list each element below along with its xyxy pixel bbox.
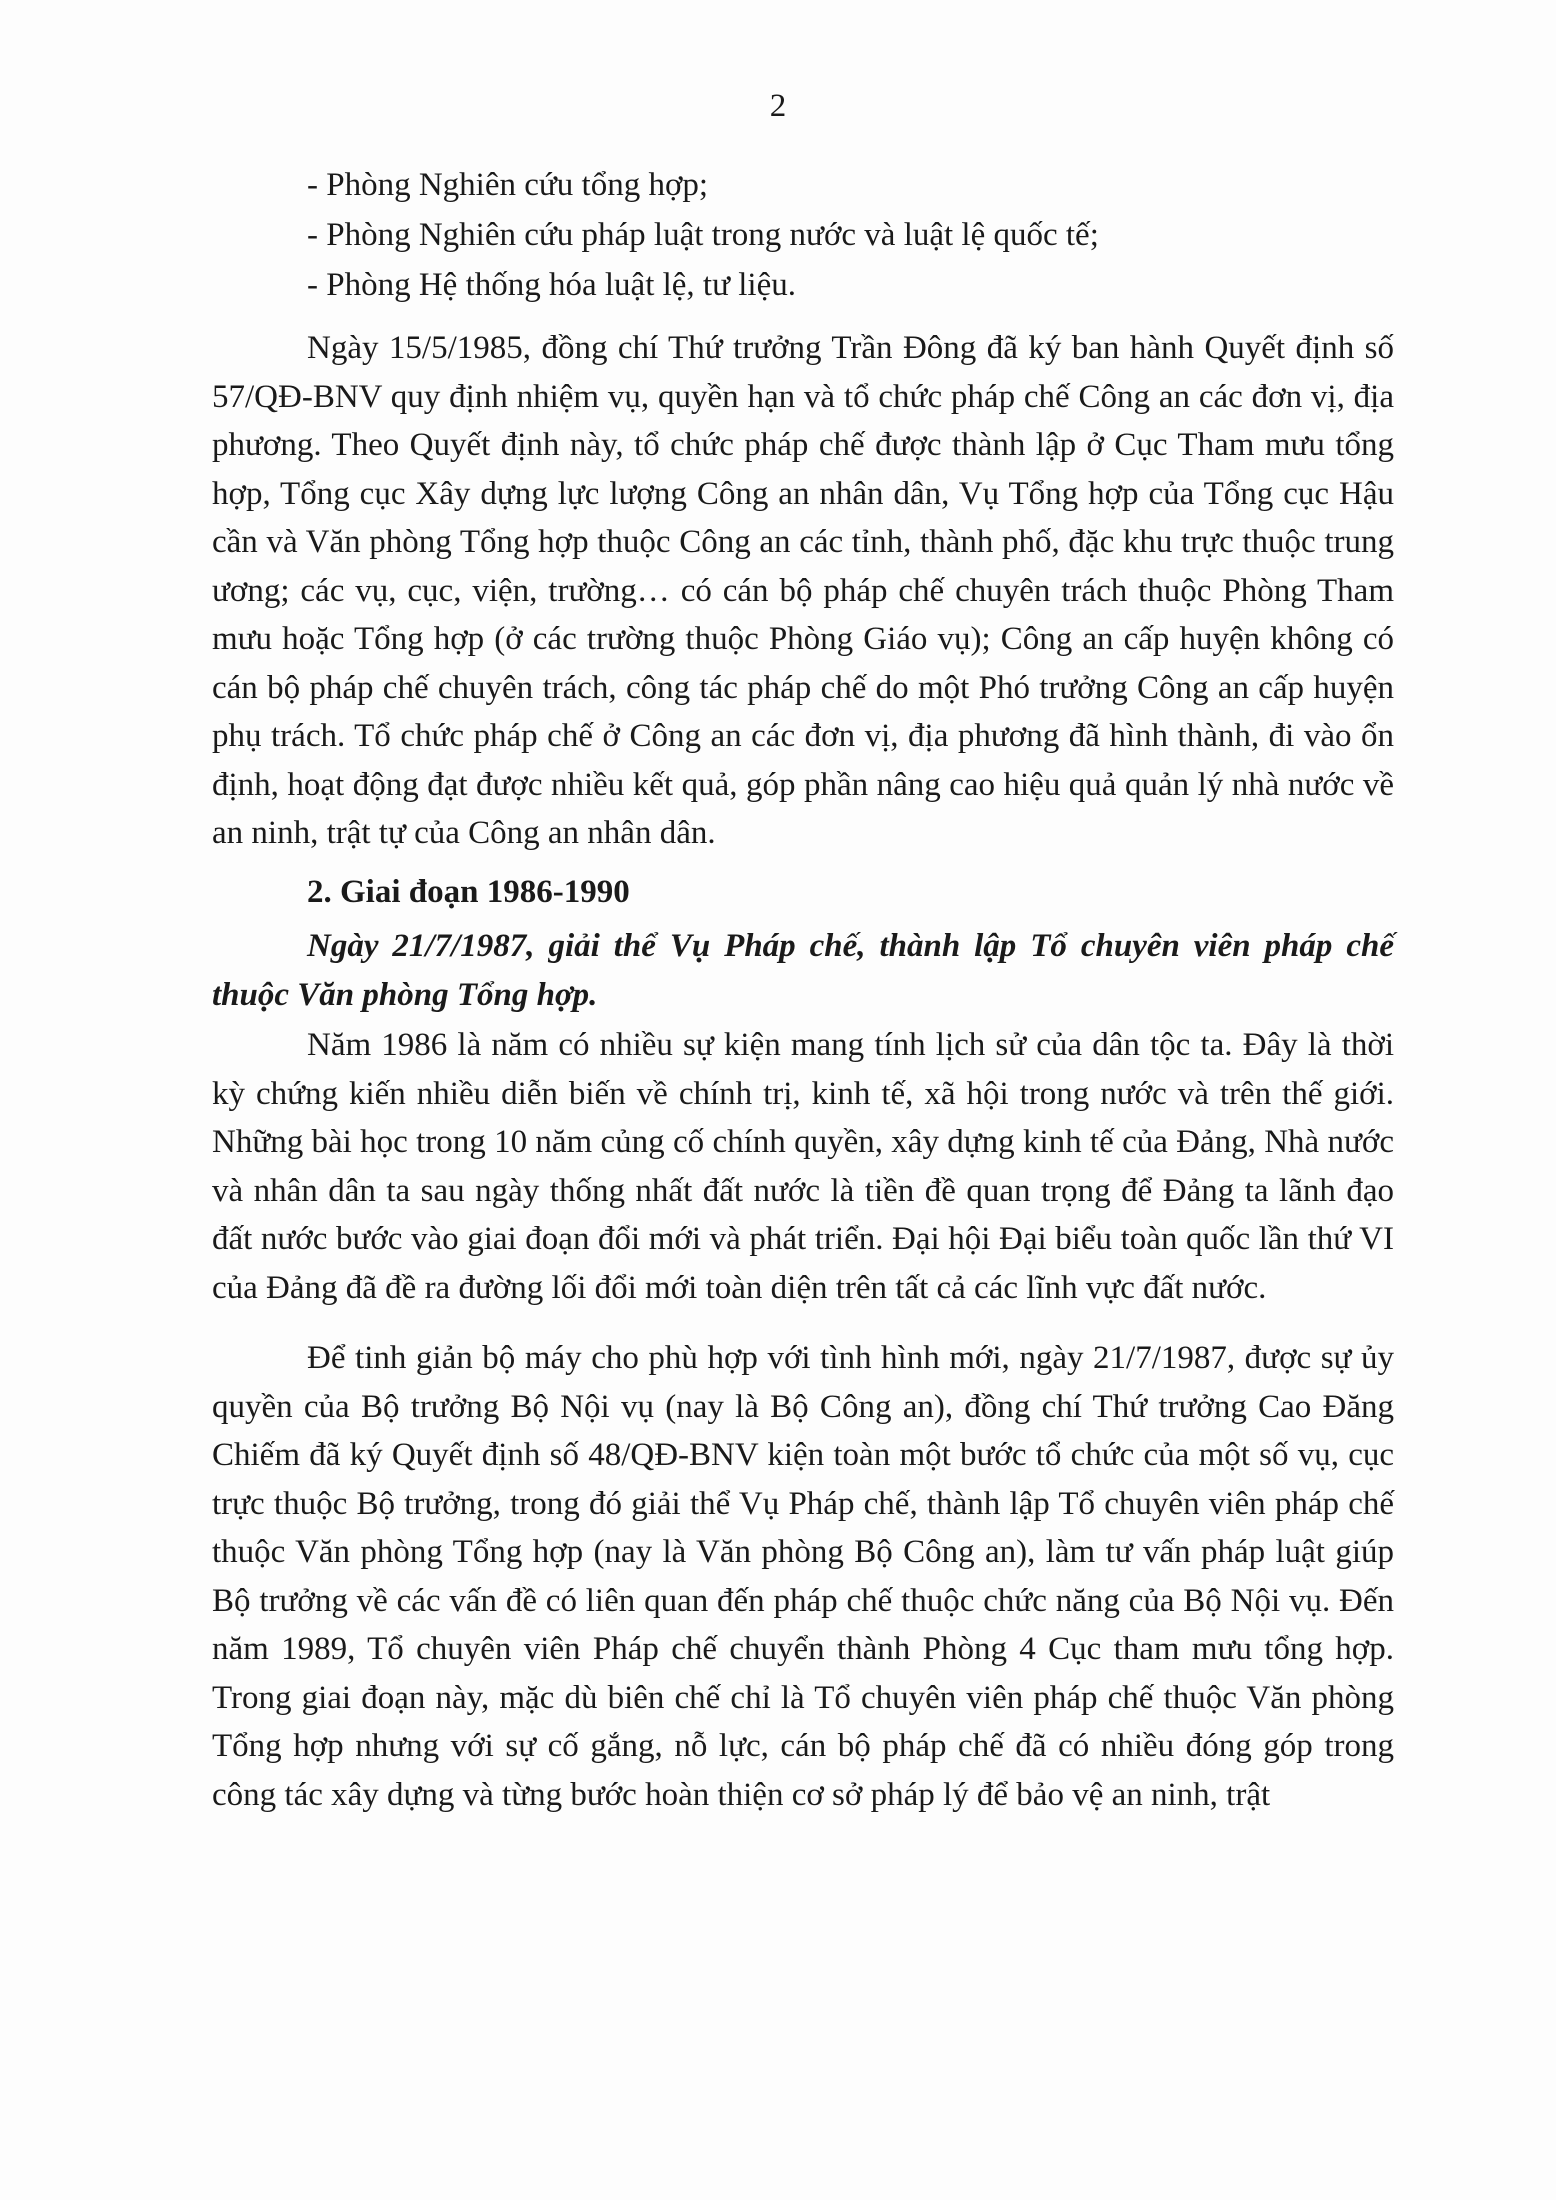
paragraph-decision-57: Ngày 15/5/1985, đồng chí Thứ trưởng Trần Đông đã ký ban hành Quyết định số 57/QĐ-BNV quy định nhiệm vụ, quyền hạn và tổ chức pháp chế Công an các đơn vị, địa phương. Theo Quyết định này, tổ chức pháp chế được thành lập ở Cục Tham mưu tổng hợp, Tổng cục Xây dựng lực lượng Công an nhân dân, Vụ Tổng hợp của Tổng cục Hậu cần và Văn phòng Tổng hợp thuộc Công an các tỉnh, thành phố, đặc khu trực thuộc trung ương; các vụ, cục, viện, trường… có cán bộ pháp chế chuyên trách thuộc Phòng Tham mưu hoặc Tổng hợp (ở các trường thuộc Phòng Giáo vụ); Công an cấp huyện không có cán bộ pháp chế chuyên trách, công tác pháp chế do một Phó trưởng Công an cấp huyện phụ trách. Tổ chức pháp chế ở Công an các đơn vị, địa phương đã hình thành, đi vào ổn định, hoạt động đạt được nhiều kết quả, góp phần nâng cao hiệu quả quản lý nhà nước về an ninh, trật tự của Công an nhân dân. [212,330,1394,851]
bullet-item: - Phòng Nghiên cứu pháp luật trong nước và luật lệ quốc tế; [307,217,1099,253]
section-heading: 2. Giai đoạn 1986-1990 [307,873,630,910]
document-body [212,160,1394,1819]
paragraph-1986-context: Năm 1986 là năm có nhiều sự kiện mang tính lịch sử của dân tộc ta. Đây là thời kỳ chứng kiến nhiều diễn biến về chính trị, kinh tế, xã hội trong nước và trên thế giới. Những bài học trong 10 năm củng cố chính quyền, xây dựng kinh tế của Đảng, Nhà nước và nhân dân ta sau ngày thống nhất đất nước là tiền đề quan trọng để Đảng ta lãnh đạo đất nước bước vào giai đoạn đổi mới và phát triển. Đại hội Đại biểu toàn quốc lần thứ VI của Đảng đã đề ra đường lối đổi mới toàn diện trên tất cả các lĩnh vực đất nước. [212,1027,1394,1306]
bullet-item: - Phòng Hệ thống hóa luật lệ, tư liệu. [307,267,796,303]
section-subheading: Ngày 21/7/1987, giải thể Vụ Pháp chế, thành lập Tổ chuyên viên pháp chế thuộc Văn phòng Tổng hợp. [212,928,1394,1013]
page-number: 2 [769,88,787,124]
paragraph-decision-48: Để tinh giản bộ máy cho phù hợp với tình hình mới, ngày 21/7/1987, được sự ủy quyền của Bộ trưởng Bộ Nội vụ (nay là Bộ Công an), đồng chí Thứ trưởng Cao Đăng Chiếm đã ký Quyết định số 48/QĐ-BNV kiện toàn một bước tổ chức của một số vụ, cục trực thuộc Bộ trưởng, trong đó giải thể Vụ Pháp chế, thành lập Tổ chuyên viên pháp chế thuộc Văn phòng Tổng hợp (nay là Văn phòng Bộ Công an), làm tư vấn pháp luật giúp Bộ trưởng về các vấn đề có liên quan đến pháp chế thuộc chức năng của Bộ Nội vụ. Đến năm 1989, Tổ chuyên viên Pháp chế chuyển thành Phòng 4 Cục tham mưu tổng hợp. Trong giai đoạn này, mặc dù biên chế chỉ là Tổ chuyên viên pháp chế thuộc Văn phòng Tổng hợp nhưng với sự cố gắng, nỗ lực, cán bộ pháp chế đã có nhiều đóng góp trong công tác xây dựng và từng bước hoàn thiện cơ sở pháp lý để bảo vệ an ninh, trật [212,1340,1394,1813]
bullet-item: - Phòng Nghiên cứu tổng hợp; [307,167,709,203]
